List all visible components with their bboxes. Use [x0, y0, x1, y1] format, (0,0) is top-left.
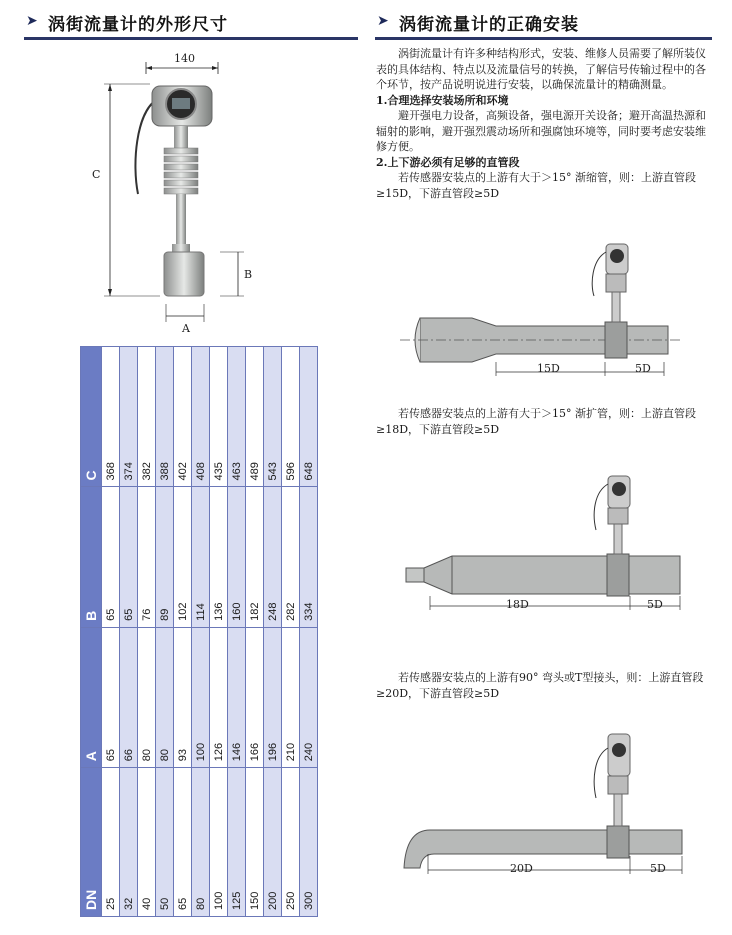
table-cell: 382 [138, 347, 156, 487]
table-cell: 463 [228, 347, 246, 487]
table-header-cell: C [81, 347, 102, 487]
table-cell: 182 [246, 487, 264, 627]
expander-installation-diagram [400, 468, 700, 618]
table-cell: 210 [282, 627, 300, 767]
section-title: 涡街流量计的外形尺寸 [48, 15, 228, 35]
table-cell: 334 [300, 487, 318, 627]
upstream-length-label: 18D [506, 598, 529, 611]
section-header-installation [375, 8, 712, 34]
table-header-cell: A [81, 627, 102, 767]
table-cell: 248 [264, 487, 282, 627]
table-cell: 102 [174, 487, 192, 627]
table-cell: 80 [138, 627, 156, 767]
table-row [120, 347, 138, 917]
table-cell: 388 [156, 347, 174, 487]
table-header-cell: DN [81, 768, 102, 917]
heading-straight-pipe: 2.上下游必须有足够的直管段 [376, 155, 520, 169]
table-cell: 136 [210, 487, 228, 627]
table-cell: 166 [246, 627, 264, 767]
table-cell: 150 [246, 768, 264, 917]
table-cell: 25 [102, 768, 120, 917]
table-cell: 408 [192, 347, 210, 487]
downstream-length-label: 5D [635, 362, 651, 375]
table-row [174, 347, 192, 917]
table-cell: 65 [102, 627, 120, 767]
table-cell: 489 [246, 347, 264, 487]
table-cell: 126 [210, 627, 228, 767]
case2-block [376, 406, 712, 437]
case1-text: 若传感器安装点的上游有大于＞15° 渐缩管，则：上游直管段≥15D，下游直管段≥5D [376, 171, 696, 200]
table-row [228, 347, 246, 917]
case3-text: 若传感器安装点的上游有90° 弯头或T型接头，则：上游直管段≥20D，下游直管段≥5D [376, 671, 704, 700]
table-cell: 100 [192, 627, 210, 767]
a-dimension-label: A [182, 322, 190, 335]
table-cell: 65 [174, 768, 192, 917]
case3-block [376, 670, 712, 701]
table-cell: 196 [264, 627, 282, 767]
table-cell: 114 [192, 487, 210, 627]
location-paragraph: 避开强电力设备，高频设备，强电源开关设备；避开高温热源和辐射的影响，避开强烈震动场所和强腐蚀环境等，同时要考虑安装维修方便。 [376, 109, 706, 153]
divider [24, 37, 358, 40]
table-cell: 93 [174, 627, 192, 767]
b-dimension-label: B [244, 268, 253, 281]
table-cell: 65 [102, 487, 120, 627]
arrow-right-icon: ➤ [377, 13, 389, 29]
table-cell: 160 [228, 487, 246, 627]
downstream-length-label: 5D [650, 862, 666, 875]
table-row [300, 347, 318, 917]
table-cell: 240 [300, 627, 318, 767]
table-cell: 125 [228, 768, 246, 917]
table-cell: 40 [138, 768, 156, 917]
table-row [192, 347, 210, 917]
table-row [264, 347, 282, 917]
table-cell: 200 [264, 768, 282, 917]
upstream-length-label: 15D [537, 362, 560, 375]
intro-paragraph: 涡街流量计有许多种结构形式，安装、维修人员需要了解所装仪表的具体结构、特点以及流量信号的转换，了解信号传输过程中的各个环节，按产品说明说进行安装，以确保流量计的精确测量。 [376, 47, 706, 91]
table-cell: 282 [282, 487, 300, 627]
table-cell: 596 [282, 347, 300, 487]
elbow-installation-diagram [400, 722, 700, 882]
table-row [138, 347, 156, 917]
table-cell: 374 [120, 347, 138, 487]
table-cell: 76 [138, 487, 156, 627]
flowmeter-dimension-drawing [80, 44, 280, 334]
table-cell: 435 [210, 347, 228, 487]
section-header-dimensions [24, 8, 358, 34]
table-cell: 250 [282, 768, 300, 917]
table-cell: 50 [156, 768, 174, 917]
heading-location: 1.合理选择安装场所和环境 [376, 93, 509, 107]
table-cell: 32 [120, 768, 138, 917]
section-title: 涡街流量计的正确安装 [399, 15, 579, 35]
table-cell: 89 [156, 487, 174, 627]
table-cell: 648 [300, 347, 318, 487]
table-row [246, 347, 264, 917]
table-row [156, 347, 174, 917]
table-row [210, 347, 228, 917]
arrow-right-icon: ➤ [26, 13, 38, 29]
table-cell: 100 [210, 768, 228, 917]
table-cell: 80 [156, 627, 174, 767]
dimension-table [80, 346, 318, 917]
divider [375, 37, 712, 40]
table-row [102, 347, 120, 917]
table-cell: 368 [102, 347, 120, 487]
table-header-cell: B [81, 487, 102, 627]
upstream-length-label: 20D [510, 862, 533, 875]
table-cell: 65 [120, 487, 138, 627]
width-dimension-label: 140 [174, 52, 195, 65]
table-cell: 402 [174, 347, 192, 487]
installation-text [376, 46, 712, 201]
downstream-length-label: 5D [647, 598, 663, 611]
table-cell: 543 [264, 347, 282, 487]
table-cell: 66 [120, 627, 138, 767]
table-cell: 300 [300, 768, 318, 917]
table-header-row [81, 347, 102, 917]
table-row [282, 347, 300, 917]
dimension-table-container [80, 346, 315, 917]
c-dimension-label: C [92, 168, 101, 181]
case2-text: 若传感器安装点的上游有大于＞15° 渐扩管，则：上游直管段≥18D，下游直管段≥5D [376, 407, 696, 436]
table-cell: 80 [192, 768, 210, 917]
table-cell: 146 [228, 627, 246, 767]
